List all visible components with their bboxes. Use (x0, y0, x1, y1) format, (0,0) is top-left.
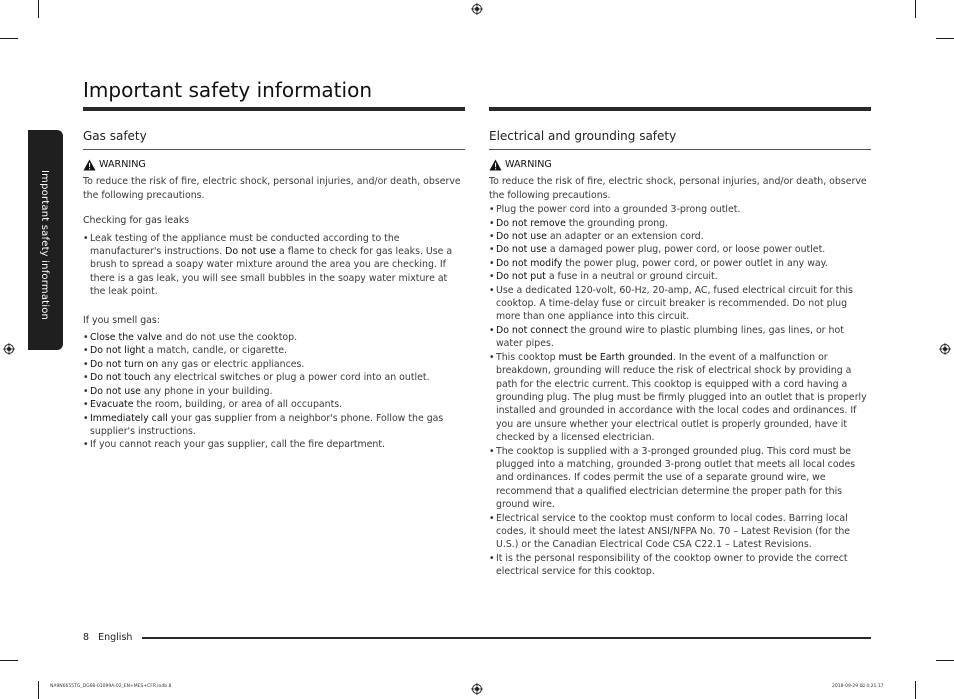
list-item: • Electrical service to the cooktop must conform to local codes. Barring local codes, it should meet the latest ANSI/NFPA No. 70 – Latest Revision (for the U.S.) or the Canadian Electrical Code CSA C22.1 – Latest Revisions. (489, 512, 871, 552)
warning-heading (489, 158, 871, 171)
warning-triangle-icon (489, 159, 502, 171)
list-item: • Do not use a damaged power plug, power cord, or loose power outlet. (489, 243, 871, 256)
smell-gas-list (83, 331, 465, 452)
section-rule-left (83, 149, 465, 150)
print-slug-left: NA9N6655TG_DG68-01099A-02_EN+MES+CFR.indb 8 (50, 684, 172, 689)
crop-mark (915, 681, 916, 699)
list-item: • Do not connect the ground wire to plastic plumbing lines, gas lines, or hot water pipes. (489, 324, 871, 351)
list-item: • It is the personal responsibility of the cooktop owner to provide the correct electrical service for this cooktop. (489, 552, 871, 579)
side-tab (28, 130, 63, 350)
list-item: • Leak testing of the appliance must be conducted according to the manufacturer's instructions. Do not use a flame to check for gas leaks. Use a brush to spread a soapy water mixture around the area you are checking. If there is a gas leak, you will see small bubbles in the soapy water mixture at the leak point. (83, 232, 465, 299)
warning-heading (83, 158, 465, 171)
registration-mark-icon (3, 343, 15, 355)
list-item: • Close the valve and do not use the cooktop. (83, 331, 465, 344)
side-tab-label: Important safety information (39, 170, 50, 321)
list-item: • Do not put a fuse in a neutral or ground circuit. (489, 270, 871, 283)
list-item: • Evacuate the room, building, or area of all occupants. (83, 398, 465, 411)
registration-mark-icon (939, 343, 951, 355)
crop-mark (936, 38, 954, 39)
print-slug-right: 2018-09-29 ⌧ 4:21:17 (832, 684, 884, 689)
checking-list (83, 232, 465, 299)
page-title: Important safety information (83, 78, 372, 102)
crop-mark (0, 38, 18, 39)
warning-label: WARNING (505, 159, 552, 170)
crop-mark (936, 660, 954, 661)
page-footer (83, 632, 132, 643)
registration-mark-icon (471, 683, 483, 695)
footer-rule (142, 637, 871, 639)
warning-intro: To reduce the risk of fire, electric shock, personal injuries, and/or death, observe the following precautions. (489, 176, 867, 201)
list-item: • Do not modify the power plug, power cord, or power outlet in any way. (489, 257, 871, 270)
crop-mark (915, 0, 916, 18)
title-rule-left (83, 107, 465, 111)
list-item: • This cooktop must be Earth grounded. In the event of a malfunction or breakdown, grounding will reduce the risk of electrical shock by providing a path for the electric current. This cooktop is equipped with a cord having a grounding plug. The plug must be firmly plugged into an outlet that is properly installed and grounded in accordance with the local codes and ordinances. If you are unsure whether your electrical outlet is properly grounded, have it checked by a licensed electrician. (489, 351, 871, 445)
section-title-gas-safety: Gas safety (83, 129, 147, 143)
list-item: • Plug the power cord into a grounded 3-prong outlet. (489, 203, 871, 216)
list-item: • If you cannot reach your gas supplier, call the fire department. (83, 438, 465, 451)
electrical-list (489, 203, 871, 578)
section-rule-right (489, 149, 871, 150)
list-item: • Do not touch any electrical switches or plug a power cord into an outlet. (83, 371, 465, 384)
warning-intro: To reduce the risk of fire, electric shock, personal injuries, and/or death, observe the following precautions. (83, 176, 461, 201)
list-item: • Immediately call your gas supplier from a neighbor's phone. Follow the gas supplier's instructions. (83, 412, 465, 439)
gas-safety-column (83, 158, 465, 452)
page-number: 8 (83, 632, 90, 643)
checking-gas-leaks-heading: Checking for gas leaks (83, 215, 190, 227)
warning-triangle-icon (83, 159, 96, 171)
crop-mark (0, 660, 18, 661)
section-title-electrical-safety: Electrical and grounding safety (489, 129, 677, 143)
smell-gas-heading: If you smell gas: (83, 314, 160, 326)
list-item: • Do not light a match, candle, or cigarette. (83, 344, 465, 357)
list-item: • Do not remove the grounding prong. (489, 217, 871, 230)
warning-label: WARNING (99, 159, 146, 170)
list-item: • Use a dedicated 120-volt, 60-Hz, 20-amp, AC, fused electrical circuit for this cooktop. A time-delay fuse or circuit breaker is recommended. Do not plug more than one appliance into this circuit. (489, 284, 871, 324)
footer-language: English (98, 632, 133, 643)
crop-mark (38, 681, 39, 699)
crop-mark (38, 0, 39, 18)
registration-mark-icon (471, 3, 483, 15)
list-item: • Do not turn on any gas or electric appliances. (83, 358, 465, 371)
list-item: • The cooktop is supplied with a 3-pronged grounded plug. This cord must be plugged into a matching, grounded 3-prong outlet that meets all local codes and ordinances. If codes permit the use of a separate ground wire, we recommend that a qualified electrician determine the proper path for this ground wire. (489, 445, 871, 512)
title-rule-right (489, 107, 871, 111)
electrical-safety-column (489, 158, 871, 579)
list-item: • Do not use an adapter or an extension cord. (489, 230, 871, 243)
list-item: • Do not use any phone in your building. (83, 385, 465, 398)
